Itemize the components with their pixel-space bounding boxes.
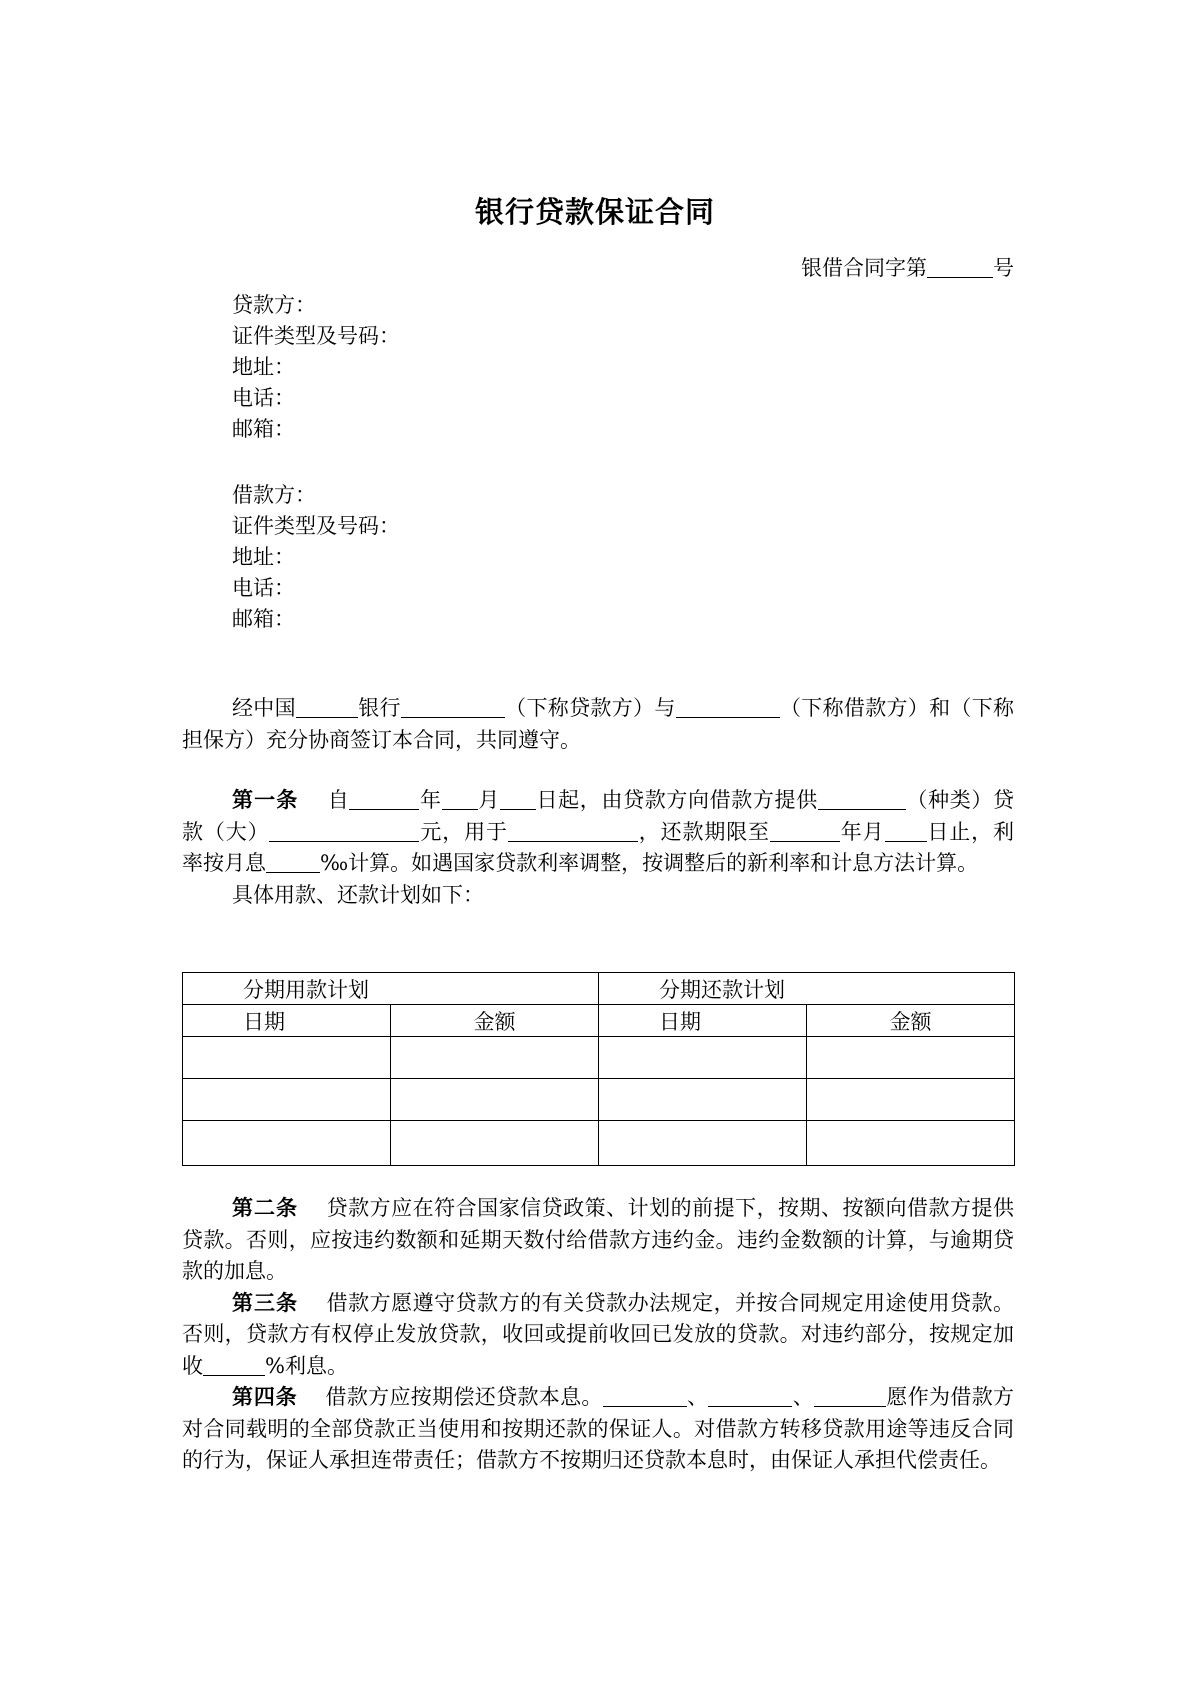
table-row [183,1121,1015,1166]
table-cell[interactable] [599,1079,807,1121]
article-2-label: 第二条 [232,1196,298,1220]
lender-blank[interactable] [401,696,505,718]
table-cell[interactable] [183,1121,391,1166]
table-group-drawdown: 分期用款计划 [183,973,599,1005]
guarantor-1-blank[interactable] [603,1385,687,1407]
table-cell[interactable] [391,1079,599,1121]
table-header-amount-2: 金额 [807,1005,1015,1037]
article-1-text-8: 年月 [839,819,885,844]
contract-number [801,252,1014,282]
start-day-blank[interactable] [500,788,536,810]
table-header-date-2: 日期 [599,1005,807,1037]
bank-name-blank[interactable] [296,696,358,718]
table-cell[interactable] [391,1121,599,1166]
loan-amount-blank[interactable] [269,820,419,842]
preamble-paragraph [182,693,1014,756]
article-1-text-6: 元，用于 [419,819,508,844]
preamble-text-2: 银行 [357,696,401,720]
article-4-separator-1: 、 [686,1385,709,1409]
loan-purpose-blank[interactable] [508,820,638,842]
borrower-email-label: 邮箱： [232,607,295,631]
borrower-phone-label: 电话： [232,576,295,600]
article-2-paragraph [182,1193,1014,1288]
table-column-header-row [183,1005,1015,1037]
table-group-header-row [183,973,1015,1005]
article-3-label: 第三条 [232,1290,298,1315]
article-3-text-1: 借款方愿遵守贷款方的有关贷款办法规定，并按合同规定用途使用贷款。否则，贷款方有权停止发放贷款，收回或提前收回已发放的贷款。对违约部分，按规定加收 [182,1290,1015,1378]
lender-address-label: 地址： [232,355,295,379]
due-day-blank[interactable] [885,820,927,842]
article-4-paragraph [182,1382,1014,1477]
preamble-text-4: （下称借款方）和（下称担保方）充分协商签订本合同，共同遵守。 [182,696,1015,752]
contract-number-prefix: 银借合同字第 [801,256,927,280]
table-cell[interactable] [599,1121,807,1166]
contract-number-blank[interactable] [927,256,993,278]
lender-email-label: 邮箱： [232,417,295,441]
borrower-blank[interactable] [676,696,780,718]
table-cell[interactable] [391,1037,599,1079]
article-1 [182,785,1014,911]
lender-name-label: 贷款方： [232,293,316,317]
article-1-text-1: 自 [327,788,350,812]
article-4-label: 第四条 [232,1385,298,1409]
lender-id-label: 证件类型及号码： [232,324,400,348]
article-1-text-7: ，还款期限至 [637,819,770,844]
document-title: 银行贷款保证合同 [474,195,715,229]
table-header-amount: 金额 [391,1005,599,1037]
guarantor-2-blank[interactable] [708,1385,792,1407]
table-cell[interactable] [599,1037,807,1079]
start-year-blank[interactable] [349,788,419,810]
article-1-paragraph [182,785,1014,880]
article-4-separator-2: 、 [792,1385,815,1409]
table-cell[interactable] [807,1037,1015,1079]
preamble [182,693,1014,756]
table-cell[interactable] [807,1079,1015,1121]
plan-intro: 具体用款、还款计划如下： [232,882,484,907]
article-4-text-2: 愿作为借款方对合同载明的全部贷款正当使用和按期还款的保证人。对借款方转移贷款用途等违反合同的行为，保证人承担连带责任；借款方不按期归还贷款本息时，由保证人承担代偿责任。 [182,1385,1015,1472]
borrower-address-label: 地址： [232,545,295,569]
penalty-rate-blank[interactable] [203,1354,265,1376]
lender-phone-label: 电话： [232,386,295,410]
table-header-date: 日期 [183,1005,391,1037]
payment-plan-table [182,972,1015,1166]
table-cell[interactable] [183,1079,391,1121]
table-group-repayment: 分期还款计划 [599,973,1015,1005]
article-2-text: 贷款方应在符合国家信贷政策、计划的前提下，按期、按额向借款方提供贷款。否则，应按违约数额和延期天数付给借款方违约金。违约金数额的计算，与逾期贷款的加息。 [182,1196,1015,1283]
article-1-text-3: 月 [477,788,500,812]
borrower-name-label: 借款方： [232,483,316,507]
table-row [183,1037,1015,1079]
article-1-text-9: 日止，利率按月息 [182,819,1015,875]
article-3-text-2: %利息。 [265,1353,348,1378]
loan-type-blank[interactable] [818,788,906,810]
monthly-rate-blank[interactable] [266,851,320,873]
article-1-text-4: 日起，由贷款方向借款方提供 [535,788,818,812]
preamble-text-1: 经中国 [232,696,296,720]
guarantor-3-blank[interactable] [814,1385,886,1407]
article-3-paragraph [182,1288,1014,1383]
contract-number-suffix: 号 [993,256,1014,280]
article-1-label: 第一条 [232,788,299,812]
start-month-blank[interactable] [442,788,478,810]
preamble-text-3: （下称贷款方）与 [504,696,676,720]
due-year-blank[interactable] [770,820,840,842]
table-cell[interactable] [183,1037,391,1079]
table-row [183,1079,1015,1121]
article-4-text-1: 借款方应按期偿还贷款本息。 [325,1385,603,1409]
table-cell[interactable] [807,1121,1015,1166]
articles-2-4 [182,1193,1014,1477]
borrower-id-label: 证件类型及号码： [232,514,400,538]
article-1-text-10: ‰计算。如遇国家贷款利率调整，按调整后的新利率和计息方法计算。 [320,851,979,875]
article-1-text-5: （种类）贷款（大） [182,788,1015,844]
article-1-text-2: 年 [419,788,442,812]
